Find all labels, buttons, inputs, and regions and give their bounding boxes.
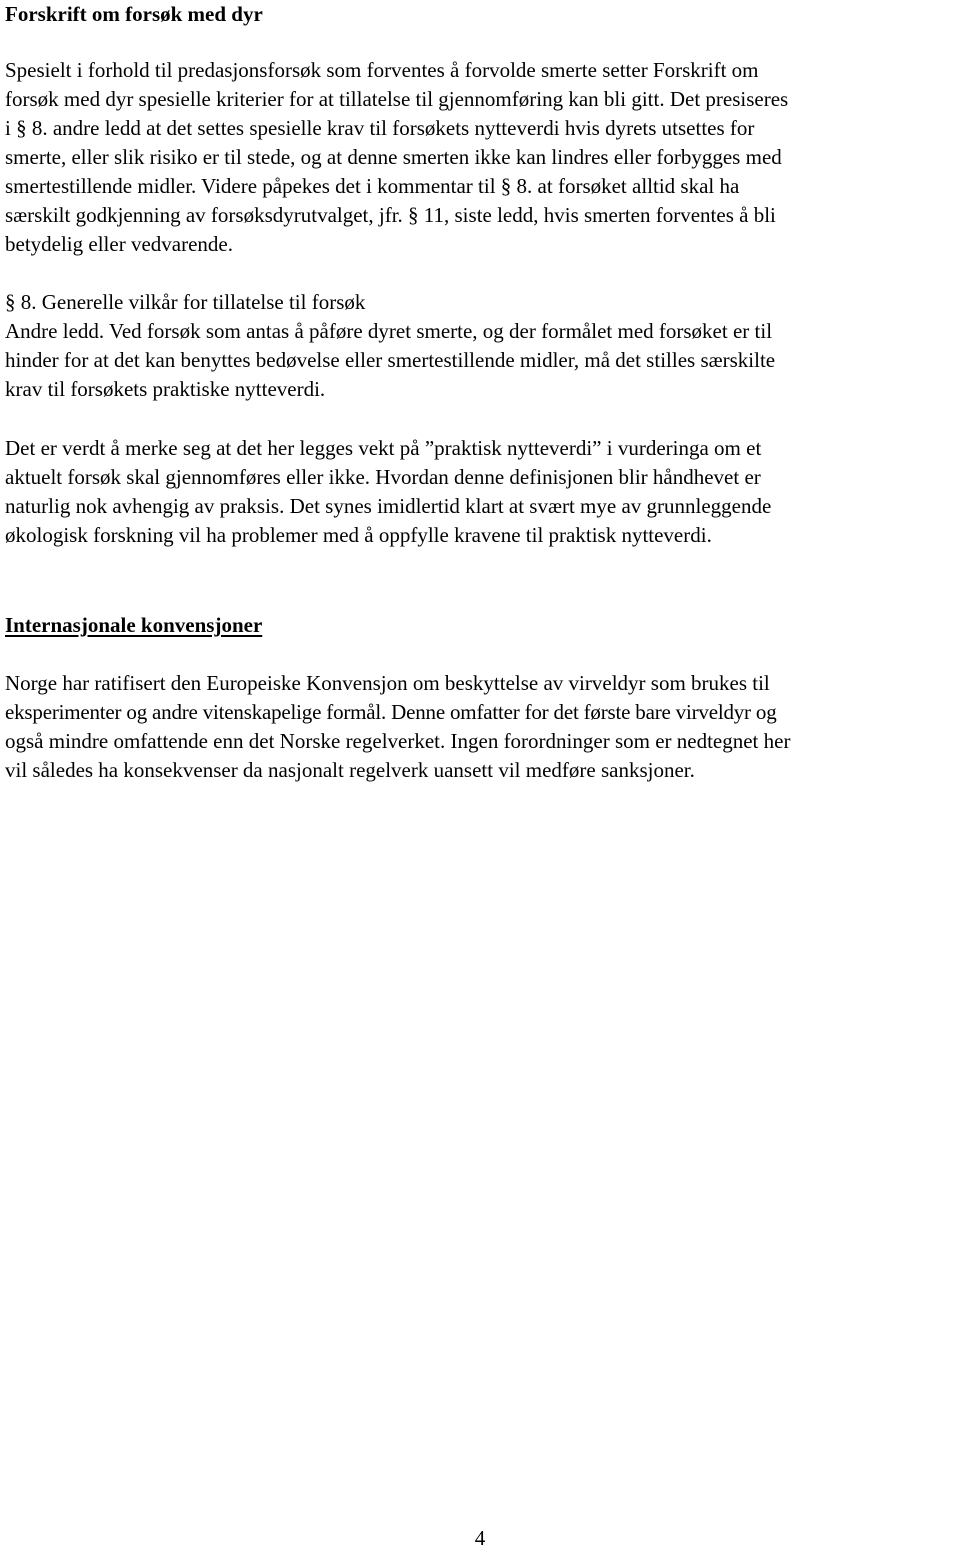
paragraph-line: aktuelt forsøk skal gjennomføres eller ikke. Hvordan denne definisjonen blir håndhevet er xyxy=(5,465,761,489)
quote-line: krav til forsøkets praktiske nytteverdi. xyxy=(5,377,326,401)
paragraph-line: Norge har ratifisert den Europeiske Konvensjon om beskyttelse av virveldyr som brukes til xyxy=(5,671,770,695)
paragraph-line: i § 8. andre ledd at det settes spesielle krav til forsøkets nytteverdi hvis dyrets utsettes for xyxy=(5,116,755,140)
quote-line: Andre ledd. Ved forsøk som antas å påføre dyret smerte, og der formålet med forsøket er til xyxy=(5,319,773,343)
section-heading-forskrift: Forskrift om forsøk med dyr xyxy=(5,2,263,26)
paragraph-line: smerte, eller slik risiko er til stede, og at denne smerten ikke kan lindres eller forbygges med xyxy=(5,145,782,169)
quote-heading: § 8. Generelle vilkår for tillatelse til forsøk xyxy=(5,290,366,314)
page-number: 4 xyxy=(474,1526,486,1550)
paragraph-line: betydelig eller vedvarende. xyxy=(5,232,233,256)
paragraph-line: eksperimenter og andre vitenskapelige formål. Denne omfatter for det første bare virveldyr og xyxy=(5,700,777,724)
quote-line: hinder for at det kan benyttes bedøvelse eller smertestillende midler, må det stilles særskilte xyxy=(5,348,776,372)
paragraph-line: vil således ha konsekvenser da nasjonalt regelverk uansett vil medføre sanksjoner. xyxy=(5,758,695,782)
paragraph-line: også mindre omfattende enn det Norske regelverket. Ingen forordninger som er nedtegnet her xyxy=(5,729,791,753)
paragraph-line: Det er verdt å merke seg at det her legges vekt på ”praktisk nytteverdi” i vurderinga om et xyxy=(5,436,762,460)
paragraph-line: smertestillende midler. Videre påpekes det i kommentar til § 8. at forsøket alltid skal ha xyxy=(5,174,740,198)
paragraph-line: økologisk forskning vil ha problemer med å oppfylle kravene til praktisk nytteverdi. xyxy=(5,523,712,547)
paragraph-line: naturlig nok avhengig av praksis. Det synes imidlertid klart at svært mye av grunnleggende xyxy=(5,494,772,518)
section-heading-konvensjoner: Internasjonale konvensjoner xyxy=(5,613,263,637)
paragraph-line: Spesielt i forhold til predasjonsforsøk som forventes å forvolde smerte setter Forskrift om xyxy=(5,58,759,82)
paragraph-line: forsøk med dyr spesielle kriterier for at tillatelse til gjennomføring kan bli gitt. Det presiseres xyxy=(5,87,789,111)
paragraph-line: særskilt godkjenning av forsøksdyrutvalget, jfr. § 11, siste ledd, hvis smerten forventes å bli xyxy=(5,203,776,227)
